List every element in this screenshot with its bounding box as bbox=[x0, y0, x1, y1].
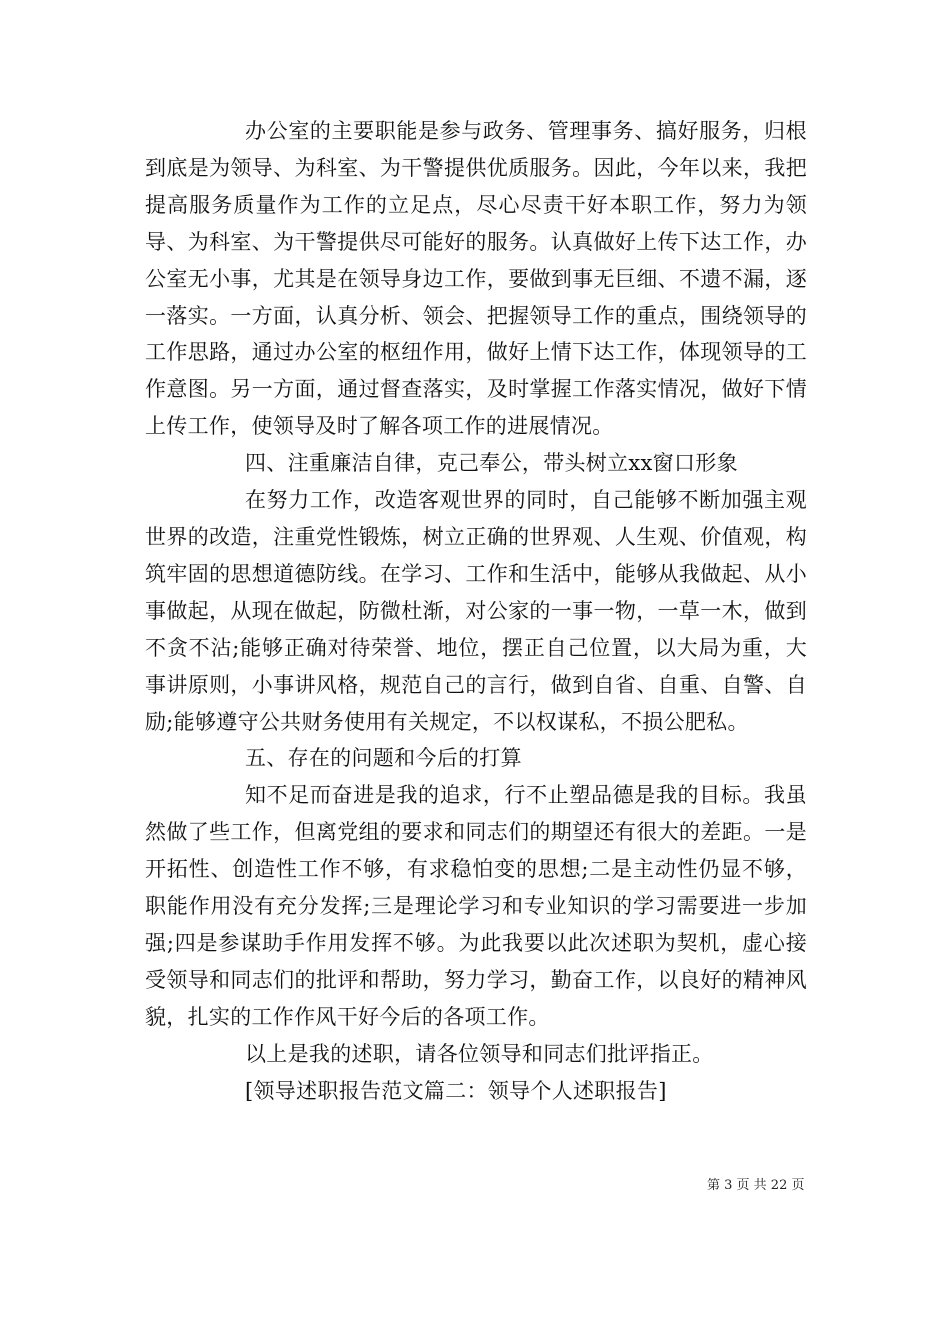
paragraph-closing: 以上是我的述职，请各位领导和同志们批评指正。 bbox=[245, 1041, 714, 1066]
next-article-title: [领导述职报告范文篇二：领导个人述职报告] bbox=[245, 1078, 667, 1103]
paragraph-problems-plans: 知不足而奋进是我的追求，行不止塑品德是我的目标。我虽然做了些工作，但离党组的要求和同志们的期望还有很大的差距。一是开拓性、创造性工作不够，有求稳怕变的思想;二是主动性仍显不够，职能作用没有充分发挥;三是理论学习和专业知识的学习需要进一步加强;四是参谋助手作用发挥不够。为此我要以此次述职为契机，虚心接受领导和同志们的批评和帮助，努力学习，勤奋工作，以良好的精神风貌，扎实的工作作风干好今后的各项工作。 bbox=[145, 783, 807, 1029]
document-body bbox=[145, 113, 807, 1109]
section-heading-5: 五、存在的问题和今后的打算 bbox=[245, 746, 522, 771]
page-number: 第 3 页 共 22 页 bbox=[707, 1178, 805, 1193]
paragraph-integrity: 在努力工作，改造客观世界的同时，自己能够不断加强主观世界的改造，注重党性锻炼，树立正确的世界观、人生观、价值观，构筑牢固的思想道德防线。在学习、工作和生活中，能够从我做起、从小事做起，从现在做起，防微杜渐，对公家的一事一物，一草一木，做到不贪不沾;能够正确对待荣誉、地位，摆正自己位置，以大局为重，大事讲原则，小事讲风格，规范自己的言行，做到自省、自重、自警、自励;能够遵守公共财务使用有关规定，不以权谋私，不损公肥私。 bbox=[145, 488, 807, 734]
paragraph-office-duties: 办公室的主要职能是参与政务、管理事务、搞好服务，归根到底是为领导、为科室、为干警提供优质服务。因此，今年以来，我把提高服务质量作为工作的立足点，尽心尽责干好本职工作，努力为领导、为科室、为干警提供尽可能好的服务。认真做好上传下达工作，办公室无小事，尤其是在领导身边工作，要做到事无巨细、不遗不漏，逐一落实。一方面，认真分析、领会、把握领导工作的重点，围绕领导的工作思路，通过办公室的枢纽作用，做好上情下达工作，体现领导的工作意图。另一方面，通过督查落实，及时掌握工作落实情况，做好下情上传工作，使领导及时了解各项工作的进展情况。 bbox=[145, 119, 807, 439]
section-heading-4: 四、注重廉洁自律，克己奉公，带头树立xx窗口形象 bbox=[245, 451, 738, 476]
